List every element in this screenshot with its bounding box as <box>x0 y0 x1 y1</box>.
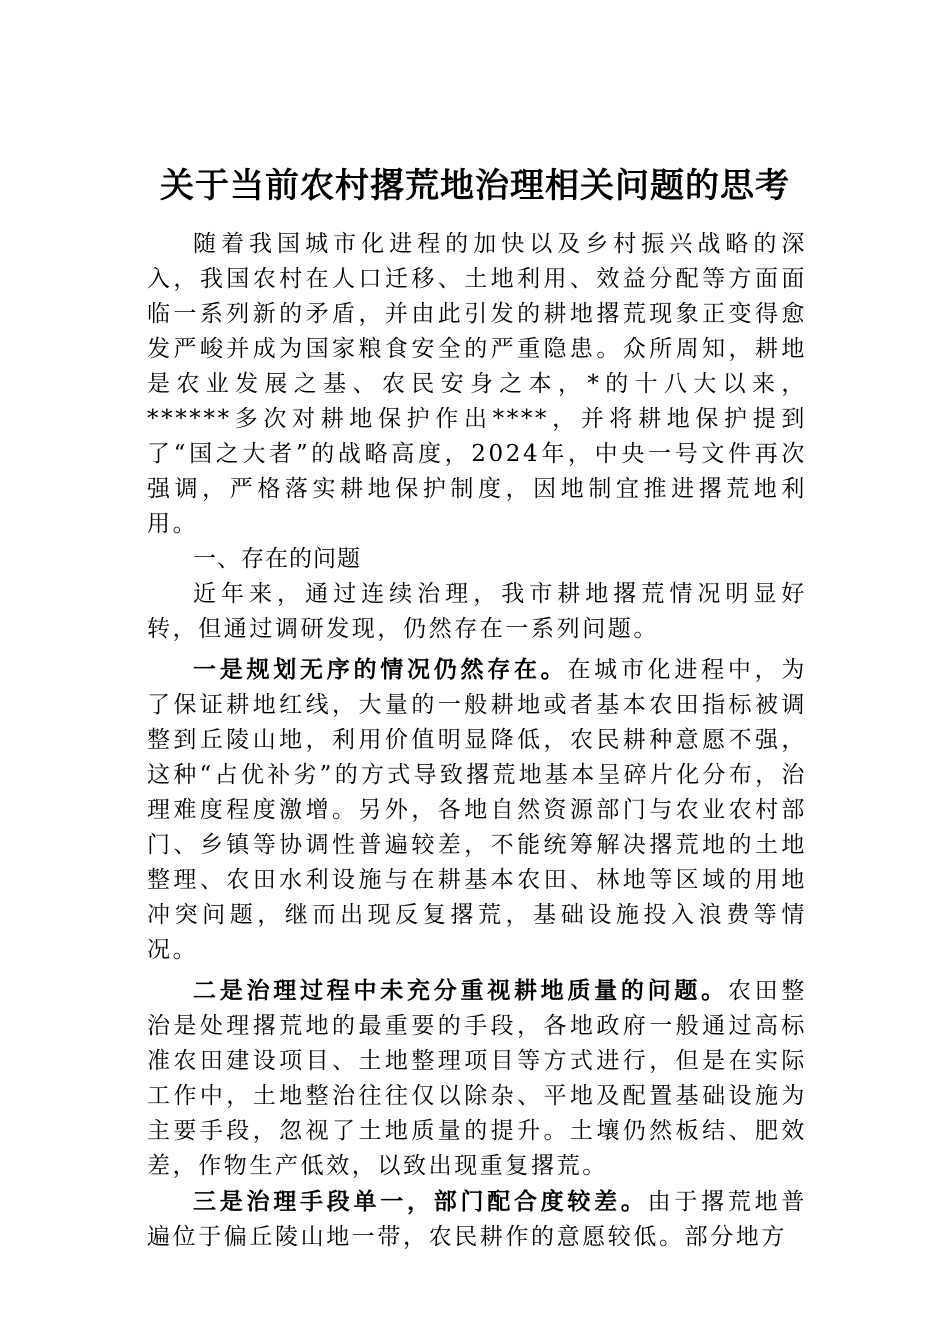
point-text-2: 农田整治是处理撂荒地的最重要的手段，各地政府一般通过高标准农田建设项目、土地整理项目等方式进行，但是在实际工作中，土地整治往往仅以除杂、平地及配置基础设施为主要手段，忽视了土地质量的提升。土壤仍然板结、肥效差，作物生产低效，以致出现重复撂荒。 <box>147 978 807 1179</box>
section-intro-paragraph: 近年来，通过连续治理，我市耕地撂荒情况明显好转，但通过调研发现，仍然存在一系列问题。 <box>147 581 807 642</box>
section-heading: 一、存在的问题 <box>193 546 361 572</box>
point-paragraph-2 <box>147 973 807 1184</box>
point-text-3: 由于撂荒地普遍位于偏丘陵山地一带，农民耕作的意愿较低。部分地方 <box>147 1189 807 1250</box>
point-text-1: 在城市化进程中，为了保证耕地红线，大量的一般耕地或者基本农田指标被调整到丘陵山地，利用价值明显降低，农民耕种意愿不强，这种“占优补劣”的方式导致撂荒地基本呈碎片化分布，治理难度程度激增。另外，各地自然资源部门与农业农村部门、乡镇等协调性普遍较差，不能统筹解决撂荒地的土地整理、农田水利设施与在耕基本农田、林地等区域的用地冲突问题，继而出现反复撂荒，基础设施投入浪费等情况。 <box>147 657 807 963</box>
document-body <box>147 227 807 1255</box>
point-lead-3: 三是治理手段单一，部门配合度较差。 <box>193 1188 648 1215</box>
point-lead-1: 一是规划无序的情况仍然存在。 <box>193 656 568 683</box>
point-paragraph-3 <box>147 1184 807 1255</box>
intro-paragraph: 随着我国城市化进程的加快以及乡村振兴战略的深入，我国农村在人口迁移、土地利用、效益分配等方面面临一系列新的矛盾，并由此引发的耕地撂荒现象正变得愈发严峻并成为国家粮食安全的严重隐患。众所周知，耕地是农业发展之基、农民安身之本，*的十八大以来，******多次对耕地保护作出****，并将耕地保护提到了“国之大者”的战略高度，2024年，中央一号文件再次强调，严格落实耕地保护制度，因地制宜推进撂荒地利用。 <box>147 231 807 537</box>
point-paragraph-1 <box>147 652 807 968</box>
point-lead-2: 二是治理过程中未充分重视耕地质量的问题。 <box>193 977 728 1004</box>
document-title: 关于当前农村撂荒地治理相关问题的思考 <box>160 166 790 206</box>
